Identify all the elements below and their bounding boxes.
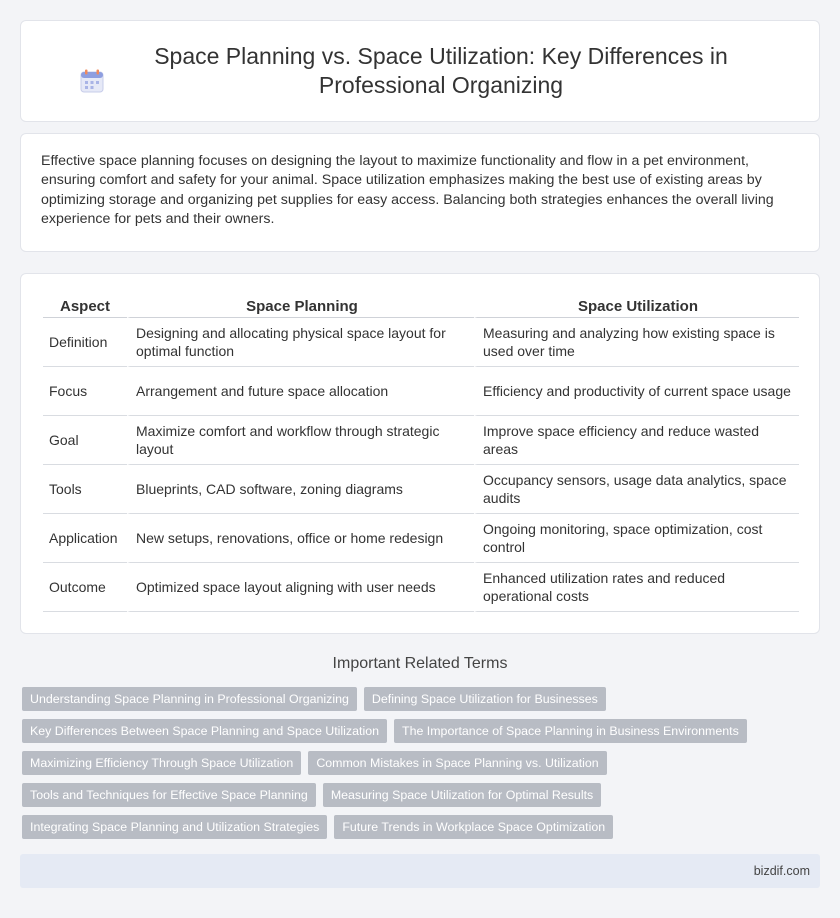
calendar-icon (79, 68, 105, 94)
row-utilization: Occupancy sensors, usage data analytics, space audits (474, 465, 799, 514)
row-planning: Optimized space layout aligning with user needs (127, 563, 474, 612)
row-planning: Designing and allocating physical space layout for optimal function (127, 318, 474, 367)
related-term-tag[interactable]: Maximizing Efficiency Through Space Utilization (22, 751, 301, 775)
row-aspect: Application (43, 514, 127, 563)
related-term-tag[interactable]: Understanding Space Planning in Professional Organizing (22, 687, 357, 711)
page-title: Space Planning vs. Space Utilization: Key Differences in Professional Organizing (154, 43, 728, 98)
row-utilization: Improve space efficiency and reduce wasted areas (474, 416, 799, 465)
table-row (43, 514, 799, 563)
related-term-tag[interactable]: Measuring Space Utilization for Optimal Results (323, 783, 601, 807)
related-term-tag[interactable]: Key Differences Between Space Planning and Space Utilization (22, 719, 387, 743)
title-card (20, 20, 820, 122)
related-terms-list (22, 687, 802, 847)
table-row (43, 367, 799, 416)
related-term-tag[interactable]: Defining Space Utilization for Businesses (364, 687, 606, 711)
related-term-tag[interactable]: Integrating Space Planning and Utilization Strategies (22, 815, 327, 839)
header-space-planning: Space Planning (127, 296, 474, 318)
table-header-row (43, 296, 799, 318)
row-utilization: Measuring and analyzing how existing space is used over time (474, 318, 799, 367)
row-aspect: Goal (43, 416, 127, 465)
table-row (43, 465, 799, 514)
row-planning: Maximize comfort and workflow through strategic layout (127, 416, 474, 465)
header-space-utilization: Space Utilization (474, 296, 799, 318)
intro-card (20, 133, 820, 252)
related-terms-heading: Important Related Terms (332, 655, 508, 672)
intro-paragraph: Effective space planning focuses on designing the layout to maximize functionality and flow in a pet environment, ensuring comfort and safety for your animal. Space utilization emphasizes making the best use of existing areas by optimizing storage and organizing pet supplies for easy access. Balancing both strategies enhances the overall living experience for pets and their owners. (41, 153, 774, 227)
comparison-table-card (20, 273, 820, 634)
table-row (43, 416, 799, 465)
row-utilization: Enhanced utilization rates and reduced operational costs (474, 563, 799, 612)
row-utilization: Efficiency and productivity of current space usage (474, 367, 799, 416)
related-term-tag[interactable]: Common Mistakes in Space Planning vs. Utilization (308, 751, 606, 775)
row-utilization: Ongoing monitoring, space optimization, cost control (474, 514, 799, 563)
related-term-tag[interactable]: The Importance of Space Planning in Business Environments (394, 719, 747, 743)
related-term-tag[interactable]: Future Trends in Workplace Space Optimization (334, 815, 613, 839)
row-aspect: Focus (43, 367, 127, 416)
row-planning: Blueprints, CAD software, zoning diagrams (127, 465, 474, 514)
related-term-tag[interactable]: Tools and Techniques for Effective Space Planning (22, 783, 316, 807)
footer-site-link[interactable]: bizdif.com (753, 864, 810, 878)
table-row (43, 318, 799, 367)
footer (20, 854, 820, 888)
comparison-table (43, 296, 799, 612)
row-aspect: Outcome (43, 563, 127, 612)
row-planning: Arrangement and future space allocation (127, 367, 474, 416)
row-aspect: Definition (43, 318, 127, 367)
header-aspect: Aspect (43, 296, 127, 318)
row-aspect: Tools (43, 465, 127, 514)
table-row (43, 563, 799, 612)
row-planning: New setups, renovations, office or home redesign (127, 514, 474, 563)
